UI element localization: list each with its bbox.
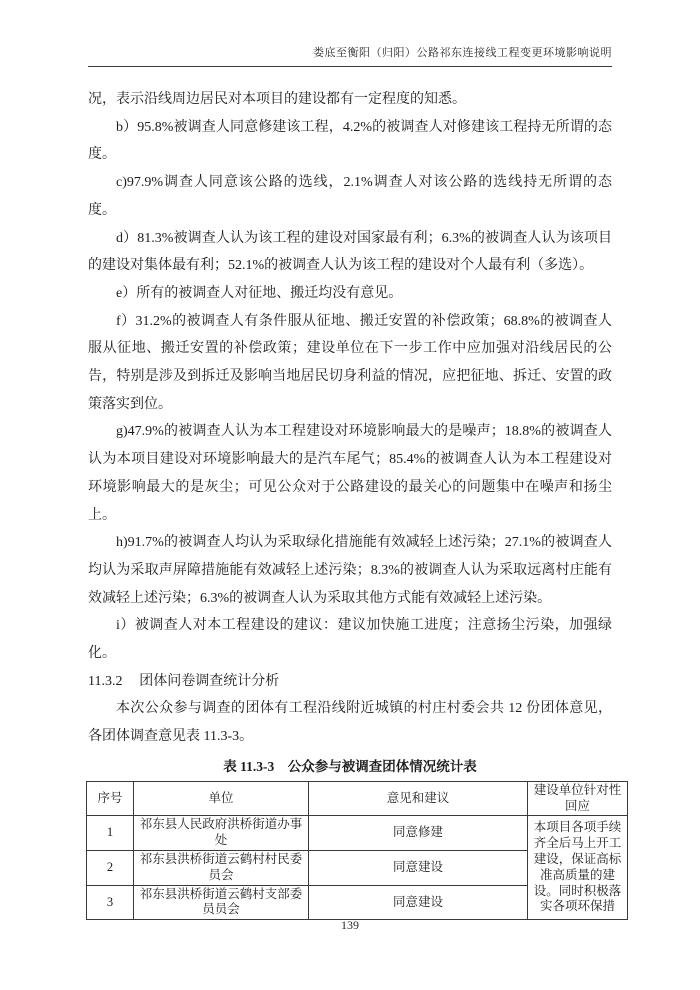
body-paragraph: 本次公众参与调查的团体有工程沿线附近城镇的村庄村委会共 12 份团体意见，各团体调查意见表 11.3-3。 bbox=[88, 701, 612, 745]
cell-opinion: 同意建设 bbox=[309, 851, 528, 886]
section-heading bbox=[88, 668, 612, 696]
header-cell-response: 建设单位针对性回应 bbox=[528, 781, 628, 816]
body-paragraph: f）31.2%的被调查人有条件服从征地、搬迁安置的补偿政策；68.8%的被调查人服从征地、搬迁安置的补偿政策；建设单位在下一步工作中应加强对沿线居民的公告，特别是涉及到拆迁及影响当地居民切身利益的情况，应把征地、拆迁、安置的政策落实到位。 bbox=[88, 313, 612, 412]
header-cell-index: 序号 bbox=[87, 781, 134, 816]
cell-index: 1 bbox=[87, 816, 134, 851]
cell-index: 2 bbox=[87, 851, 134, 886]
cell-unit: 祁东县人民政府洪桥街道办事处 bbox=[134, 816, 309, 851]
body-paragraph: i）被调查人对本工程建设的建议：建议加快施工进度；注意扬尘污染，加强绿化。 bbox=[88, 618, 612, 662]
body-paragraph: h)91.7%的被调查人均认为采取绿化措施能有效减轻上述污染；27.1%的被调查人均认为采取声屏障措施能有效减轻上述污染；8.3%的被调查人认为采取远离村庄能有效减轻上述污染；6.3%的被调查人认为采取其他方式能有效减轻上述污染。 bbox=[88, 535, 612, 606]
survey-groups-table bbox=[86, 781, 628, 920]
table-caption: 表 11.3-3 公众参与被调查团体情况统计表 bbox=[223, 758, 477, 774]
cell-opinion: 同意建设 bbox=[309, 885, 528, 920]
page-number: 139 bbox=[341, 918, 359, 932]
document-body bbox=[88, 86, 622, 920]
cell-unit: 祁东县洪桥街道云鹤村支部委员员会 bbox=[134, 885, 309, 920]
section-title: 团体问卷调查统计分析 bbox=[139, 673, 280, 689]
section-number: 11.3.2 bbox=[88, 673, 123, 689]
cell-opinion: 同意修建 bbox=[309, 816, 528, 851]
cell-unit: 祁东县洪桥街道云鹤村村民委员会 bbox=[134, 851, 309, 886]
body-paragraph: 况，表示沿线周边居民对本项目的建设都有一定程度的知悉。 bbox=[88, 92, 466, 107]
header-cell-opinion: 意见和建议 bbox=[309, 781, 528, 816]
running-header: 娄底至衡阳（归阳）公路祁东连接线工程变更环境影响说明 bbox=[88, 44, 612, 67]
body-paragraph: b）95.8%被调查人同意修建该工程，4.2%的被调查人对修建该工程持无所谓的态度。 bbox=[88, 119, 612, 163]
body-paragraph: e）所有的被调查人对征地、搬迁均没有意见。 bbox=[116, 285, 403, 301]
body-paragraph: d）81.3%被调查人认为该工程的建设对国家最有利；6.3%的被调查人认为该项目的建设对集体最有利；52.1%的被调查人认为该工程的建设对个人最有利（多选）。 bbox=[88, 230, 612, 274]
body-paragraph: g)47.9%的被调查人认为本工程建设对环境影响最大的是噪声；18.8%的被调查人认为本项目建设对环境影响最大的是汽车尾气；85.4%的被调查人认为本工程建设对环境影响最大的是灰尘；可见公众对于公路建设的最关心的问题集中在噪声和扬尘上。 bbox=[88, 424, 612, 523]
body-paragraph: c)97.9%调查人同意该公路的选线，2.1%调查人对该公路的选线持无所谓的态度。 bbox=[88, 175, 612, 218]
cell-index: 3 bbox=[87, 885, 134, 920]
table-row bbox=[87, 816, 628, 851]
table-header-row bbox=[87, 781, 628, 816]
cell-response-merged: 本项目各项手续齐全后马上开工建设，保证高标准高质量的建设。同时积极落实各项环保措 bbox=[528, 816, 628, 920]
header-cell-unit: 单位 bbox=[134, 781, 309, 816]
